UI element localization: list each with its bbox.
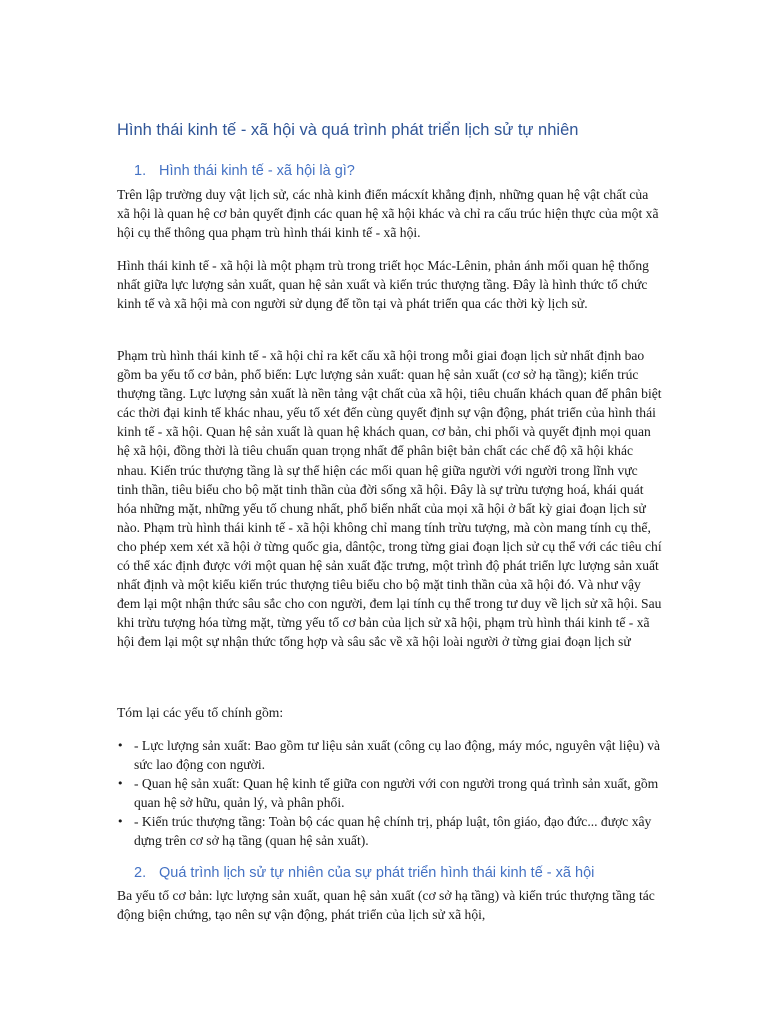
list-item-text: - Lực lượng sản xuất: Bao gồm tư liệu sản xuất (công cụ lao động, máy móc, nguyên vật liệu) và sức lao động con người. [134,738,661,773]
bullet-icon: • [117,777,124,791]
paragraph-structure: Phạm trù hình thái kinh tế - xã hội chỉ ra kết cấu xã hội trong mỗi giai đoạn lịch sử nhất định bao gồm ba yếu tố cơ bản, phổ biến: Lực lượng sản xuất: quan hệ sản xuất (cơ sở hạ tầng); kiến trúc thượng tầng. Lực lượng sản xuất là nền tảng vật chất của xã hội, tiêu chuẩn khách quan để phân biệt các thời đại kinh tế khác nhau, yếu tố xét đến cùng quyết định sự vận động, phát triển của hình thái kinh tế - xã hội. Quan hệ sản xuất là quan hệ khách quan, cơ bản, chi phối và quyết định mọi quan hệ xã hội, đồng thời là tiêu chuẩn quan trọng nhất để phân biệt bản chất các chế độ xã hội khác nhau. Kiến trúc thượng tầng là sự thể hiện các mối quan hệ giữa người với người trong lĩnh vực tinh thần, tiêu biểu cho bộ mặt tinh thần của đời sống xã hội. Đây là sự trừu tượng hoá, khái quát hóa những mặt, những yếu tố chung nhất, phổ biến nhất của mọi xã hội ở bất kỳ giai đoạn lịch sử nào. Phạm trù hình thái kinh tế - xã hội không chỉ mang tính trừu tượng, mà còn mang tính cụ thể, cho phép xem xét xã hội ở từng quốc gia, dântộc, trong từng giai đoạn lịch sử cụ thể với các tiêu chí có thể xác định được với một quan hệ sản xuất đặc trưng, một trình độ phát triển lực lượng sản xuất nhất định và một kiểu kiến trúc thượng tiêu biểu cho bộ mặt tinh thần của xã hội đó. Và như vậy đem lại một nhận thức sâu sắc cho con người, đem lại tính cụ thể trong tư duy về lịch sử xã hội. Sau khi trừu tượng hóa từng mặt, từng yếu tố cơ bản của lịch sử xã hội, phạm trù hình thái kinh tế - xã hội đem lại một sự nhận thức tổng hợp và sâu sắc về xã hội loài người ở từng giai đoạn lịch sử [117,348,662,650]
section-heading-2 [134,865,594,881]
bullet-icon: • [117,815,124,829]
section-heading-text: Quá trình lịch sử tự nhiên của sự phát triển hình thái kinh tế - xã hội [159,865,595,881]
document-title: Hình thái kinh tế - xã hội và quá trình phát triển lịch sử tự nhiên [117,121,579,139]
section-number: 2. [134,865,147,881]
section-heading-text: Hình thái kinh tế - xã hội là gì? [159,163,355,179]
list-item-text: - Quan hệ sản xuất: Quan hệ kinh tế giữa con người với con người trong quá trình sản xuất, gồm quan hệ sở hữu, quản lý, và phân phối. [134,776,659,811]
paragraph-definition: Hình thái kinh tế - xã hội là một phạm trù trong triết học Mác-Lênin, phản ánh mối quan hệ thống nhất giữa lực lượng sản xuất, quan hệ sản xuất và kiến trúc thượng tầng. Đây là hình thức tổ chức kinh tế và xã hội mà con người sử dụng để tồn tại và phát triển qua các thời kỳ lịch sử. [117,258,649,312]
key-elements-list [117,736,662,851]
paragraph-section2: Ba yếu tố cơ bản: lực lượng sản xuất, quan hệ sản xuất (cơ sở hạ tầng) và kiến trúc thượng tầng tác động biện chứng, tạo nên sự vận động, phát triển của lịch sử xã hội, [117,888,655,923]
paragraph-summary-lead: Tóm lại các yếu tố chính gồm: [117,705,284,720]
paragraph-intro: Trên lập trường duy vật lịch sử, các nhà kinh điển mácxít khẳng định, những quan hệ vật chất của xã hội là quan hệ cơ bản quyết định các quan hệ xã hội khác và chỉ ra cấu trúc hiện thực của một xã hội cụ thể thông qua phạm trù hình thái kinh tế - xã hội. [117,187,659,241]
list-item [117,736,662,774]
section-heading-1 [134,163,355,179]
bullet-icon: • [117,739,124,752]
section-number: 1. [134,163,147,179]
list-item [117,812,662,850]
list-item [117,774,662,812]
list-item-text: - Kiến trúc thượng tầng: Toàn bộ các quan hệ chính trị, pháp luật, tôn giáo, đạo đức... được xây dựng trên cơ sở hạ tầng (quan hệ sản xuất). [134,814,652,849]
